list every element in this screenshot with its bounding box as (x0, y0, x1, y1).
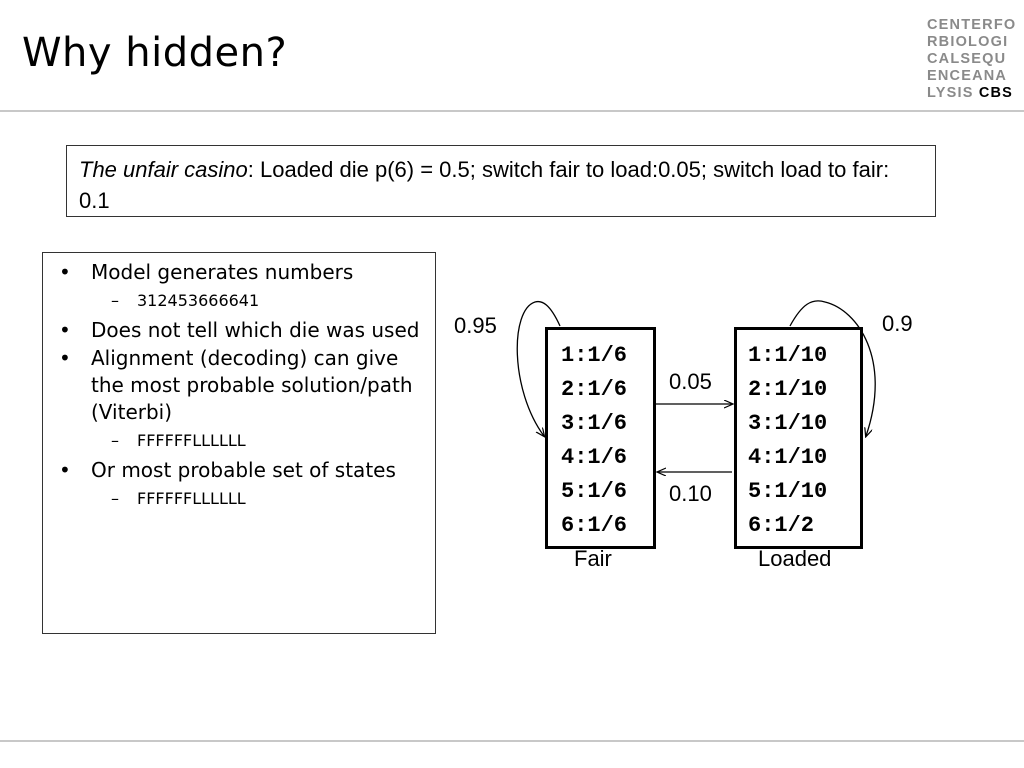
bullet-item: • Alignment (decoding) can give the most probable solution/path (Viterbi) (59, 345, 425, 426)
slide-title: Why hidden? (22, 30, 288, 76)
loaded-state-box (734, 327, 863, 549)
fair-emission: 6:1/6 (561, 513, 628, 538)
logo-line: ENCEANA (927, 68, 1008, 84)
fair-state-name: Fair (574, 546, 612, 571)
fair-self-loop-label: 0.95 (454, 313, 497, 338)
loaded-emission: 2:1/10 (748, 377, 828, 402)
sub-bullet-item: – FFFFFFLLLLLL (59, 487, 425, 511)
loaded-self-loop-label: 0.9 (882, 311, 913, 336)
casino-description-box (66, 145, 936, 217)
fair-emission: 5:1/6 (561, 479, 628, 504)
fair-emission: 3:1/6 (561, 411, 628, 436)
sub-bullet-item: – 312453666641 (59, 289, 425, 313)
logo-brand: CBS (978, 85, 1014, 101)
fair-state-box (545, 327, 656, 549)
bullet-item: • Model generates numbers (59, 259, 425, 286)
logo-line: CENTERFO (927, 17, 1017, 33)
loaded-to-fair-label: 0.10 (669, 481, 712, 506)
logo-line-last (927, 85, 1016, 102)
fair-emission: 2:1/6 (561, 377, 628, 402)
footer-divider (0, 740, 1024, 742)
loaded-emission: 4:1/10 (748, 445, 828, 470)
loaded-emission: 3:1/10 (748, 411, 828, 436)
sub-bullet-item: – FFFFFFLLLLLL (59, 429, 425, 453)
logo-line: LYSIS (927, 85, 974, 101)
fair-to-loaded-label: 0.05 (669, 369, 712, 394)
bullet-list-box (42, 252, 436, 634)
bullet-item: • Or most probable set of states (59, 457, 425, 484)
header-divider (0, 110, 1024, 112)
logo-line: CALSEQU (927, 51, 1007, 67)
loaded-emission: 1:1/10 (748, 343, 828, 368)
loaded-emission: 6:1/2 (748, 513, 815, 538)
casino-rest: : Loaded die p(6) = 0.5; switch fair to load:0.05; switch load to fair: 0.1 (79, 157, 890, 213)
fair-emission: 4:1/6 (561, 445, 628, 470)
loaded-emission: 5:1/10 (748, 479, 828, 504)
bullet-item: • Does not tell which die was used (59, 317, 425, 344)
casino-lead: The unfair casino (79, 157, 248, 182)
cbs-logo (927, 17, 1016, 102)
loaded-state-name: Loaded (758, 546, 832, 571)
logo-line: RBIOLOGI (927, 34, 1009, 50)
fair-emission: 1:1/6 (561, 343, 628, 368)
